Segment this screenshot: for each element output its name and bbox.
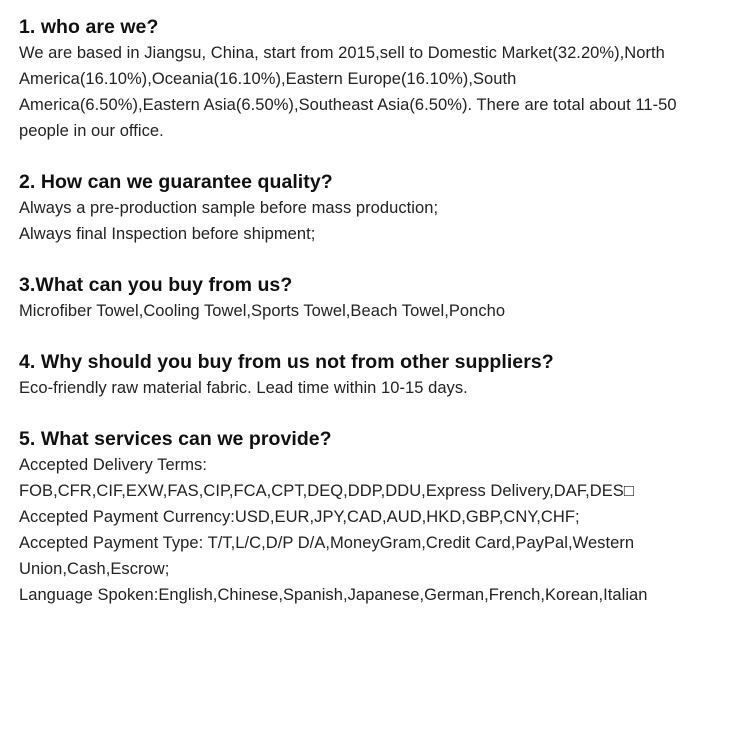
faq-section-products bbox=[19, 272, 747, 324]
faq-answer bbox=[19, 452, 747, 608]
faq-question: 4. Why should you buy from us not from other suppliers? bbox=[19, 351, 554, 373]
faq-answer bbox=[19, 375, 747, 401]
faq-question: 1. who are we? bbox=[19, 16, 159, 38]
answer-line: Language Spoken:English,Chinese,Spanish,Japanese,German,French,Korean,Italian bbox=[19, 586, 648, 604]
answer-line: Accepted Payment Type: T/T,L/C,D/P D/A,MoneyGram,Credit Card,PayPal,Western bbox=[19, 534, 635, 552]
faq-question: 3.What can you buy from us? bbox=[19, 274, 293, 296]
answer-line: America(16.10%),Oceania(16.10%),Eastern Europe(16.10%),South bbox=[19, 70, 517, 88]
faq-section-who-are-we bbox=[19, 14, 747, 144]
answer-line: America(6.50%),Eastern Asia(6.50%),Southeast Asia(6.50%). There are total about 11-50 bbox=[19, 96, 677, 114]
faq-document bbox=[19, 14, 747, 633]
faq-section-services bbox=[19, 426, 747, 608]
answer-line: FOB,CFR,CIF,EXW,FAS,CIP,FCA,CPT,DEQ,DDP,DDU,Express Delivery,DAF,DES□ bbox=[19, 482, 634, 500]
answer-line: Always final Inspection before shipment; bbox=[19, 225, 316, 243]
answer-line: Microfiber Towel,Cooling Towel,Sports Towel,Beach Towel,Poncho bbox=[19, 302, 506, 320]
faq-answer bbox=[19, 40, 747, 144]
faq-answer bbox=[19, 298, 747, 324]
faq-section-quality bbox=[19, 169, 747, 247]
faq-answer bbox=[19, 195, 747, 247]
answer-line: Eco-friendly raw material fabric. Lead time within 10-15 days. bbox=[19, 379, 468, 397]
answer-line: Always a pre-production sample before mass production; bbox=[19, 199, 439, 217]
faq-section-why-us bbox=[19, 349, 747, 401]
answer-line: Accepted Payment Currency:USD,EUR,JPY,CAD,AUD,HKD,GBP,CNY,CHF; bbox=[19, 508, 580, 526]
answer-line: We are based in Jiangsu, China, start from 2015,sell to Domestic Market(32.20%),North bbox=[19, 44, 665, 62]
answer-line: people in our office. bbox=[19, 122, 164, 140]
answer-line: Union,Cash,Escrow; bbox=[19, 560, 170, 578]
faq-question: 5. What services can we provide? bbox=[19, 428, 332, 450]
faq-question: 2. How can we guarantee quality? bbox=[19, 171, 333, 193]
answer-line: Accepted Delivery Terms: bbox=[19, 456, 207, 474]
